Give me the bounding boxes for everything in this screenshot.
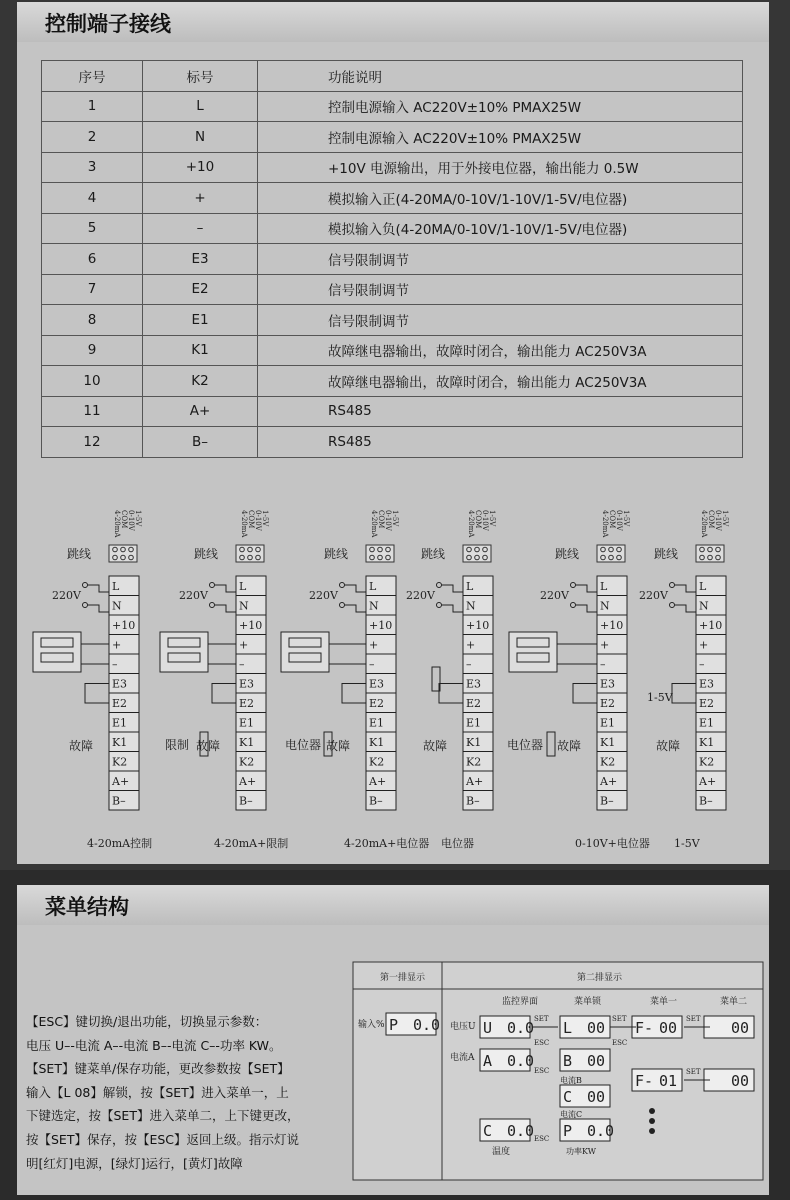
supply-terminal <box>571 603 576 608</box>
terminal-label: + <box>699 638 709 652</box>
supply-terminal <box>340 603 345 608</box>
menu-label: SET <box>686 1068 701 1076</box>
terminal-label: E3 <box>699 677 715 691</box>
supply-terminal <box>210 583 215 588</box>
supply-terminal <box>340 583 345 588</box>
table-cell: 故障继电器输出，故障时闭合，输出能力 AC250V3A <box>258 335 743 366</box>
section-title: 控制端子接线 <box>45 12 171 36</box>
table-row <box>42 152 743 183</box>
terminal-label: + <box>112 638 122 652</box>
jumper-option-label: 4-20mA <box>467 510 475 538</box>
supply-wire <box>88 585 109 592</box>
table-row <box>42 305 743 336</box>
table-cell: L <box>143 91 258 122</box>
table-cell: 4 <box>42 183 143 214</box>
table-cell: RS485 <box>258 427 743 458</box>
lcd-left: B <box>563 1052 573 1070</box>
terminal-label: E1 <box>369 716 385 730</box>
terminal-label: +10 <box>112 619 136 632</box>
terminal-label: N <box>369 599 379 613</box>
menu-panel <box>17 925 769 1195</box>
lcd-right: 00 <box>587 1088 606 1106</box>
menu-label: ESC <box>612 1039 628 1047</box>
terminal-label: K2 <box>466 755 482 769</box>
table-cell: E2 <box>143 274 258 305</box>
terminal-label: K2 <box>600 755 616 769</box>
menu-label: SET <box>534 1015 549 1023</box>
table-header-cell: 功能说明 <box>258 61 743 92</box>
terminal-label: E3 <box>112 677 128 691</box>
table-cell: 10 <box>42 366 143 397</box>
table-cell: 5 <box>42 213 143 244</box>
terminal-label: E2 <box>600 697 616 710</box>
table-cell: + <box>143 183 258 214</box>
jumper-option-label: 1-5V <box>721 510 729 527</box>
jumper-option-label: COM <box>247 510 255 529</box>
supply-terminal <box>437 583 442 588</box>
lcd-left: P <box>563 1122 573 1140</box>
lcd-right: 01 <box>659 1072 678 1090</box>
table-cell: RS485 <box>258 396 743 427</box>
diagram-caption: 4-20mA+限制 <box>214 837 289 850</box>
table-cell: K2 <box>143 366 258 397</box>
lcd-right: 0.0 <box>413 1016 441 1034</box>
menu-line: 电压 U–-电流 A–-电流 B–-电流 C–-功率 KW。 <box>26 1037 282 1053</box>
jumper-label: 跳线 <box>194 547 219 561</box>
jumper-option-label: 4-20mA <box>601 510 609 538</box>
table-cell: 8 <box>42 305 143 336</box>
terminal-label: K1 <box>112 736 128 749</box>
terminal-label: E2 <box>369 697 385 710</box>
terminal-label: A+ <box>600 775 618 788</box>
supply-wire <box>215 585 236 592</box>
terminal-label: +10 <box>466 619 490 632</box>
jumper-option-label: 1-5V <box>134 510 142 527</box>
menu-label: 菜单锁 <box>574 997 602 1007</box>
fault-label: 故障 <box>196 739 221 753</box>
menu-label: 电流A <box>450 1053 475 1063</box>
terminal-label: K1 <box>369 736 385 749</box>
terminal-label: + <box>369 638 379 652</box>
section-header-menu <box>17 885 769 925</box>
terminal-label: K2 <box>699 755 715 769</box>
jumper-option-label: 1-5V <box>488 510 496 527</box>
terminal-label: K1 <box>600 736 616 749</box>
fault-label: 故障 <box>423 739 448 753</box>
table-header-cell: 序号 <box>42 61 143 92</box>
jumper-label: 跳线 <box>421 547 446 561</box>
lcd-right: 00 <box>659 1019 678 1037</box>
lcd-left: P <box>389 1016 399 1034</box>
terminal-label: – <box>239 658 245 671</box>
menu-line: 输入【L 08】解锁，按【SET】进入菜单一，上 <box>26 1084 289 1100</box>
terminal-label: E2 <box>466 697 482 710</box>
fault-label: 故障 <box>69 739 94 753</box>
terminal-label: +10 <box>699 619 723 632</box>
table-cell: 信号限制调节 <box>258 274 743 305</box>
table-row <box>42 183 743 214</box>
terminal-label: E1 <box>466 716 482 730</box>
table-cell: N <box>143 122 258 153</box>
lcd-left: L <box>563 1019 573 1037</box>
table-cell: 9 <box>42 335 143 366</box>
ellipsis-dot <box>649 1118 655 1124</box>
section-header-terminals <box>17 2 769 42</box>
ellipsis-dot <box>649 1128 655 1134</box>
v15-label: 1-5V <box>647 691 673 704</box>
table-cell: 3 <box>42 152 143 183</box>
voltage-label: 220V <box>540 589 569 602</box>
terminal-label: E3 <box>600 677 616 691</box>
terminal-table <box>41 60 743 458</box>
fault-label: 故障 <box>557 739 582 753</box>
table-cell: 故障继电器输出，故障时闭合，输出能力 AC250V3A <box>258 366 743 397</box>
menu-label: 电压U <box>450 1022 476 1032</box>
jumper-option-label: 4-20mA <box>370 510 378 538</box>
table-cell: E1 <box>143 305 258 336</box>
terminal-label: B– <box>112 794 126 808</box>
menu-line: 【ESC】键切换/退出功能，切换显示参数： <box>26 1014 268 1029</box>
menu-label: ESC <box>534 1067 550 1075</box>
jumper-option-label: 4-20mA <box>240 510 248 538</box>
section-title: 菜单结构 <box>45 895 129 919</box>
supply-wire <box>215 605 236 612</box>
terminal-label: N <box>699 599 709 613</box>
terminal-label: E2 <box>112 697 128 710</box>
limit-label: 限制 <box>165 738 190 752</box>
table-row <box>42 274 743 305</box>
lcd-right: 0.0 <box>507 1122 535 1140</box>
jumper-option-label: COM <box>707 510 715 529</box>
terminal-label: E1 <box>239 716 255 730</box>
terminal-label: – <box>466 658 472 671</box>
table-row <box>42 213 743 244</box>
terminal-label: A+ <box>369 775 387 788</box>
terminal-label: – <box>112 658 118 671</box>
fault-label: 故障 <box>656 739 681 753</box>
terminal-label: A+ <box>699 775 717 788</box>
lcd-right: 0.0 <box>587 1122 615 1140</box>
terminal-label: + <box>466 638 476 652</box>
table-cell: 1 <box>42 91 143 122</box>
jumper-option-label: COM <box>608 510 616 529</box>
table-row <box>42 366 743 397</box>
terminal-label: L <box>466 580 474 593</box>
voltage-label: 220V <box>309 589 338 602</box>
supply-wire <box>442 585 463 592</box>
wiring-diagram-svg <box>17 472 769 867</box>
menu-label: 输入% <box>358 1020 385 1030</box>
menu-label: SET <box>686 1015 701 1023</box>
jumper-option-label: 1-5V <box>391 510 399 527</box>
jumper-option-label: COM <box>120 510 128 529</box>
lcd-left: U <box>483 1019 493 1037</box>
table-row <box>42 122 743 153</box>
terminal-label: K2 <box>112 755 128 769</box>
menu-label: 电流C <box>560 1110 583 1119</box>
supply-terminal <box>571 583 576 588</box>
terminal-label: A+ <box>239 775 257 788</box>
table-row <box>42 335 743 366</box>
table-cell: 模拟输入正(4-20MA/0-10V/1-10V/1-5V/电位器) <box>258 183 743 214</box>
pot-label: 电位器 <box>507 738 544 752</box>
table-cell: 2 <box>42 122 143 153</box>
col2-header: 第二排显示 <box>577 973 623 983</box>
terminal-label: E1 <box>112 716 128 730</box>
menu-label: 菜单二 <box>720 997 748 1007</box>
table-cell: 控制电源输入 AC220V±10% PMAX25W <box>258 91 743 122</box>
menu-label: 监控界面 <box>502 997 539 1007</box>
jumper-option-label: COM <box>474 510 482 529</box>
table-cell: 模拟输入负(4-20MA/0-10V/1-10V/1-5V/电位器) <box>258 213 743 244</box>
terminal-label: +10 <box>600 619 624 632</box>
diagram-caption: 电位器 <box>441 837 474 850</box>
table-cell: 12 <box>42 427 143 458</box>
terminal-label: L <box>600 580 608 593</box>
supply-terminal <box>670 603 675 608</box>
terminal-label: L <box>699 580 707 593</box>
jumper-option-label: 0-10V <box>481 510 489 531</box>
supply-terminal <box>83 583 88 588</box>
supply-wire <box>88 605 109 612</box>
terminal-label: – <box>369 658 375 671</box>
menu-label: 菜单一 <box>650 997 678 1007</box>
terminal-label: +10 <box>239 619 263 632</box>
supply-wire <box>675 585 696 592</box>
supply-wire <box>442 605 463 612</box>
terminal-label: N <box>239 599 249 613</box>
menu-line: 【SET】键菜单/保存功能，更改参数按【SET】 <box>26 1061 290 1077</box>
terminal-label: E2 <box>239 697 255 710</box>
menu-structure-diagram <box>352 961 764 1181</box>
diagram-caption: 4-20mA+电位器 <box>344 837 430 850</box>
terminal-label: E1 <box>600 716 616 730</box>
jumper-label: 跳线 <box>654 547 679 561</box>
loop-wire <box>212 684 236 704</box>
lcd-right: 00 <box>731 1072 750 1090</box>
jumper-option-label: 0-10V <box>714 510 722 531</box>
terminal-label: K1 <box>239 736 255 749</box>
terminal-label: N <box>112 599 122 613</box>
supply-terminal <box>670 583 675 588</box>
jumper-label: 跳线 <box>67 547 92 561</box>
jumper-option-label: COM <box>377 510 385 529</box>
menu-description <box>26 1010 326 1175</box>
terminal-label: E3 <box>369 677 385 691</box>
jumper-option-label: 0-10V <box>384 510 392 531</box>
table-cell: 7 <box>42 274 143 305</box>
table-cell: E3 <box>143 244 258 275</box>
supply-wire <box>345 585 366 592</box>
terminal-label: K1 <box>466 736 482 749</box>
loop-wire <box>85 684 109 704</box>
supply-terminal <box>437 603 442 608</box>
terminal-label: B– <box>699 794 713 808</box>
voltage-label: 220V <box>639 589 668 602</box>
lcd-left: A <box>483 1052 493 1070</box>
supply-wire <box>345 605 366 612</box>
terminal-label: K1 <box>699 736 715 749</box>
terminal-label: E1 <box>699 716 715 730</box>
menu-label: 温度 <box>492 1147 511 1157</box>
table-cell: 控制电源输入 AC220V±10% PMAX25W <box>258 122 743 153</box>
terminal-label: – <box>600 658 606 671</box>
table-cell: A+ <box>143 396 258 427</box>
terminal-label: B– <box>239 794 253 808</box>
diagram-caption: 1-5V <box>674 837 700 850</box>
supply-terminal <box>210 603 215 608</box>
table-row <box>42 91 743 122</box>
col1-header: 第一排显示 <box>380 973 426 983</box>
table-cell: 11 <box>42 396 143 427</box>
table-cell: K1 <box>143 335 258 366</box>
terminal-label: L <box>239 580 247 593</box>
potentiometer <box>547 732 555 756</box>
wiring-diagrams <box>17 472 769 867</box>
jumper-option-label: 0-10V <box>615 510 623 531</box>
lcd-right: 00 <box>587 1052 606 1070</box>
fault-label: 故障 <box>326 739 351 753</box>
voltage-label: 220V <box>406 589 435 602</box>
ellipsis-dot <box>649 1108 655 1114</box>
supply-wire <box>576 585 597 592</box>
table-cell: 6 <box>42 244 143 275</box>
table-cell: B– <box>143 427 258 458</box>
pot-label: 电位器 <box>285 738 322 752</box>
terminal-label: N <box>466 599 476 613</box>
terminal-label: + <box>600 638 610 652</box>
voltage-label: 220V <box>52 589 81 602</box>
diagram-caption: 0-10V+电位器 <box>575 837 650 850</box>
jumper-label: 跳线 <box>324 547 349 561</box>
loop-wire <box>573 684 597 704</box>
lcd-left: C <box>483 1122 493 1140</box>
voltage-label: 220V <box>179 589 208 602</box>
lcd-right: 00 <box>731 1019 750 1037</box>
menu-label: SET <box>612 1015 627 1023</box>
menu-line: 明[红灯]电源，[绿灯]运行，[黄灯]故障 <box>26 1155 243 1171</box>
terminal-label: L <box>369 580 377 593</box>
menu-frame <box>353 962 763 1180</box>
table-row <box>42 427 743 458</box>
terminal-label: A+ <box>466 775 484 788</box>
table-cell: 信号限制调节 <box>258 244 743 275</box>
menu-label: ESC <box>534 1135 550 1143</box>
jumper-label: 跳线 <box>555 547 580 561</box>
jumper-option-label: 1-5V <box>622 510 630 527</box>
terminal-panel <box>17 42 769 864</box>
terminal-label: E3 <box>466 677 482 691</box>
terminal-label: B– <box>369 794 383 808</box>
jumper-option-label: 1-5V <box>261 510 269 527</box>
menu-label: ESC <box>534 1039 550 1047</box>
terminal-label: B– <box>466 794 480 808</box>
lcd-left: F- <box>635 1019 654 1037</box>
diagram-caption: 4-20mA控制 <box>87 837 153 850</box>
supply-wire <box>576 605 597 612</box>
table-cell: – <box>143 213 258 244</box>
table-row <box>42 396 743 427</box>
lcd-right: 0.0 <box>507 1052 535 1070</box>
table-cell: +10 <box>143 152 258 183</box>
terminal-label: N <box>600 599 610 613</box>
terminal-label: E2 <box>699 697 715 710</box>
table-row <box>42 244 743 275</box>
menu-label: 功率KW <box>566 1147 596 1156</box>
lcd-right: 0.0 <box>507 1019 535 1037</box>
table-header-cell: 标号 <box>143 61 258 92</box>
lcd-left: C <box>563 1088 573 1106</box>
supply-wire <box>675 605 696 612</box>
loop-wire <box>439 684 463 704</box>
loop-wire <box>672 684 696 704</box>
table-cell: 信号限制调节 <box>258 305 743 336</box>
jumper-option-label: 0-10V <box>254 510 262 531</box>
terminal-label: L <box>112 580 120 593</box>
jumper-option-label: 0-10V <box>127 510 135 531</box>
terminal-label: B– <box>600 794 614 808</box>
loop-wire <box>342 684 366 704</box>
menu-label: 电流B <box>560 1076 582 1085</box>
supply-terminal <box>83 603 88 608</box>
lcd-right: 00 <box>587 1019 606 1037</box>
menu-line: 下键选定，按【SET】进入菜单二，上下键更改， <box>26 1108 300 1124</box>
terminal-label: +10 <box>369 619 393 632</box>
menu-line: 按【SET】保存，按【ESC】返回上级。指示灯说 <box>26 1131 300 1147</box>
lcd-left: F- <box>635 1072 654 1090</box>
terminal-label: + <box>239 638 249 652</box>
terminal-label: E3 <box>239 677 255 691</box>
table-header-row <box>42 61 743 92</box>
table-cell: +10V 电源输出，用于外接电位器，输出能力 0.5W <box>258 152 743 183</box>
terminal-label: – <box>699 658 705 671</box>
jumper-option-label: 4-20mA <box>700 510 708 538</box>
jumper-option-label: 4-20mA <box>113 510 121 538</box>
terminal-label: K2 <box>369 755 385 769</box>
terminal-label: A+ <box>112 775 130 788</box>
terminal-label: K2 <box>239 755 255 769</box>
